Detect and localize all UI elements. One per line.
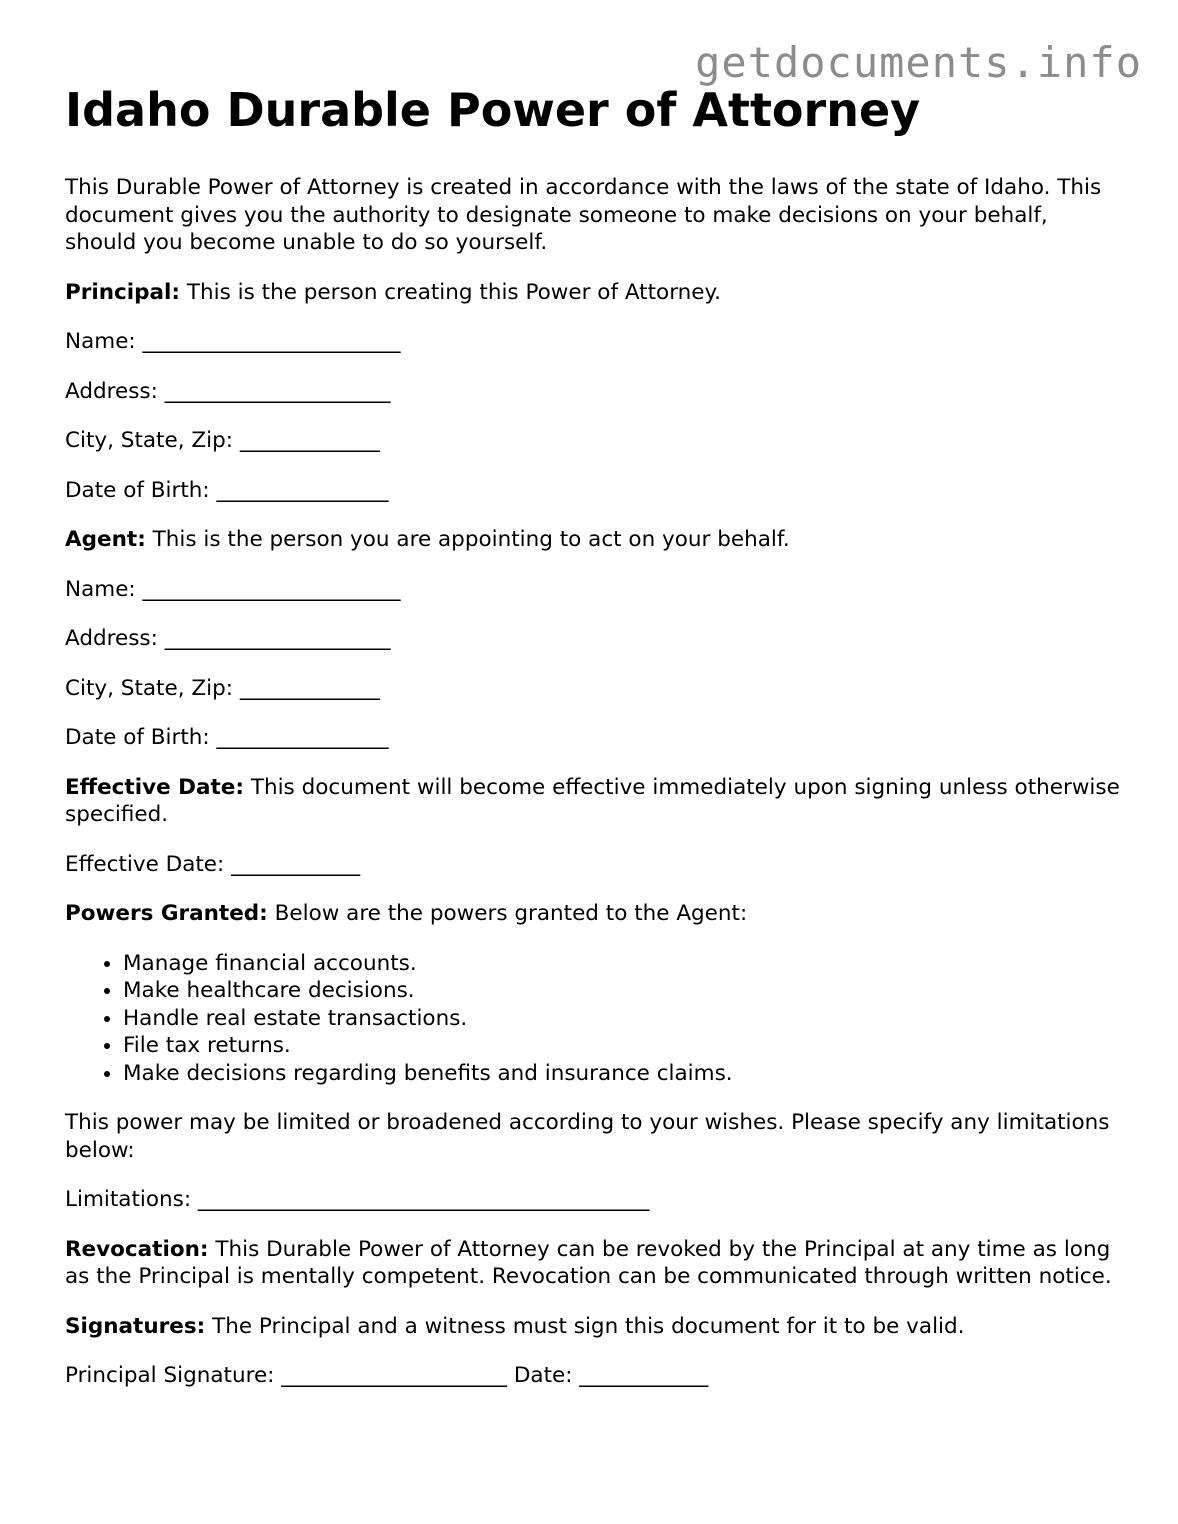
agent-address-field[interactable]: Address: _____________________	[65, 626, 391, 651]
page-title: Idaho Durable Power of Attorney	[65, 83, 921, 137]
principal-heading: Principal:	[65, 279, 181, 305]
list-item: • Make healthcare decisions.	[123, 977, 1125, 1005]
watermark: getdocuments.info	[695, 38, 1142, 87]
signatures-heading: Signatures:	[65, 1313, 206, 1339]
powers-section	[65, 900, 1125, 928]
principal-dob-field[interactable]: Date of Birth: ________________	[65, 477, 389, 503]
limitations-field[interactable]: Limitations: __________________________________________	[65, 1187, 650, 1212]
principal-name-field[interactable]: Name: ________________________	[65, 329, 401, 354]
principal-description: This is the person creating this Power of Attorney.	[180, 279, 722, 305]
list-item: • Handle real estate transactions.	[123, 1005, 1125, 1033]
effective-heading: Effective Date:	[65, 774, 244, 800]
limitations-paragraph: This power may be limited or broadened according to your wishes. Please specify any limitations below:	[65, 1110, 1110, 1163]
agent-heading: Agent:	[65, 527, 146, 552]
powers-list	[65, 950, 1125, 1088]
document-page	[65, 82, 1125, 1412]
signatures-description: The Principal and a witness must sign this document for it to be valid.	[205, 1313, 965, 1339]
effective-date-field[interactable]: Effective Date: ____________	[65, 851, 361, 877]
revocation-description: This Durable Power of Attorney can be revoked by the Principal at any time as long as the Principal is mentally competent. Revocation can be communicated through written notice.	[65, 1236, 1112, 1289]
agent-name-field[interactable]: Name: ________________________	[65, 576, 401, 602]
agent-description: This is the person you are appointing to act on your behalf.	[145, 527, 790, 552]
intro-paragraph: This Durable Power of Attorney is created in accordance with the laws of the state of Idaho. This document gives you the authority to designate someone to make decisions on your behalf, should you become unable to do so yourself.	[65, 175, 1102, 255]
principal-address-field[interactable]: Address: _____________________	[65, 378, 391, 404]
effective-description: This document will become effective immediately upon signing unless otherwise specified.	[65, 774, 1120, 827]
principal-section	[65, 279, 1125, 307]
list-item: • Manage financial accounts.	[123, 950, 1125, 978]
list-item: • File tax returns.	[123, 1032, 1125, 1060]
powers-description: Below are the powers granted to the Agent:	[267, 901, 748, 926]
list-item: • Make decisions regarding benefits and insurance claims.	[123, 1060, 1125, 1088]
revocation-section	[65, 1236, 1125, 1291]
agent-dob-field[interactable]: Date of Birth: ________________	[65, 725, 389, 750]
principal-signature-field[interactable]: Principal Signature: _____________________ Date: ____________	[65, 1363, 709, 1388]
powers-heading: Powers Granted:	[65, 901, 268, 926]
revocation-heading: Revocation:	[65, 1236, 209, 1262]
agent-city-field[interactable]: City, State, Zip: _____________	[65, 675, 380, 701]
agent-section	[65, 526, 1125, 554]
signatures-section	[65, 1313, 1125, 1341]
principal-city-field[interactable]: City, State, Zip: _____________	[65, 428, 380, 453]
effective-section	[65, 774, 1125, 829]
